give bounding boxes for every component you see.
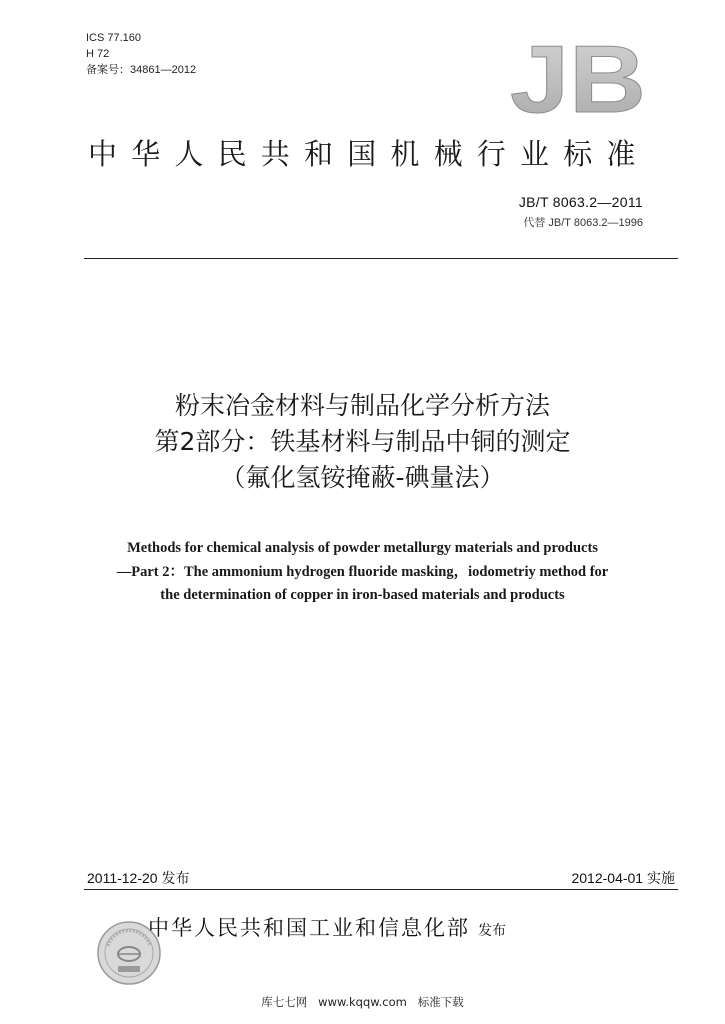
issuer-line (148, 912, 506, 942)
ics-code: ICS 77.160 (86, 32, 142, 44)
chinese-title-line-2: 第2部分：铁基材料与制品中铜的测定 (154, 427, 571, 456)
record-number: 备案号：34861—2012 (86, 64, 197, 76)
org-title: 中华人民共和国机械行业标准 (88, 137, 650, 171)
jb-logo (508, 34, 648, 118)
english-title (0, 537, 725, 608)
standard-number: JB/T 8063.2—2011 (518, 194, 643, 210)
bottom-divider (84, 889, 678, 890)
jb-logo-text: JB (510, 34, 646, 118)
chinese-title (0, 388, 725, 496)
issuer-name: 中华人民共和国工业和信息化部 (148, 916, 470, 940)
chinese-title-line-1: 粉末冶金材料与制品化学分析方法 (174, 391, 550, 420)
document-meta (86, 30, 196, 78)
classification-code: H 72 (86, 48, 110, 60)
english-title-line-2: —Part 2：The ammonium hydrogen fluoride masking，iodometriy method for (116, 563, 609, 580)
chinese-title-line-3: （氟化氢铵掩蔽-碘量法） (220, 463, 505, 492)
issuer-release: 发布 (478, 923, 506, 939)
implementation-date: 2012-04-01 实施 (571, 870, 675, 886)
footer-watermark: 库七七网 www.kqqw.com 标准下载 (261, 995, 464, 1009)
standard-number-block (519, 194, 643, 230)
english-title-line-1: Methods for chemical analysis of powder metallurgy materials and products (127, 540, 598, 556)
issue-date: 2011-12-20 发布 (87, 870, 190, 886)
top-divider (84, 258, 678, 259)
replaces-standard: 代替 JB/T 8063.2—1996 (523, 217, 643, 229)
english-title-line-3: the determination of copper in iron-based materials and products (160, 587, 565, 603)
